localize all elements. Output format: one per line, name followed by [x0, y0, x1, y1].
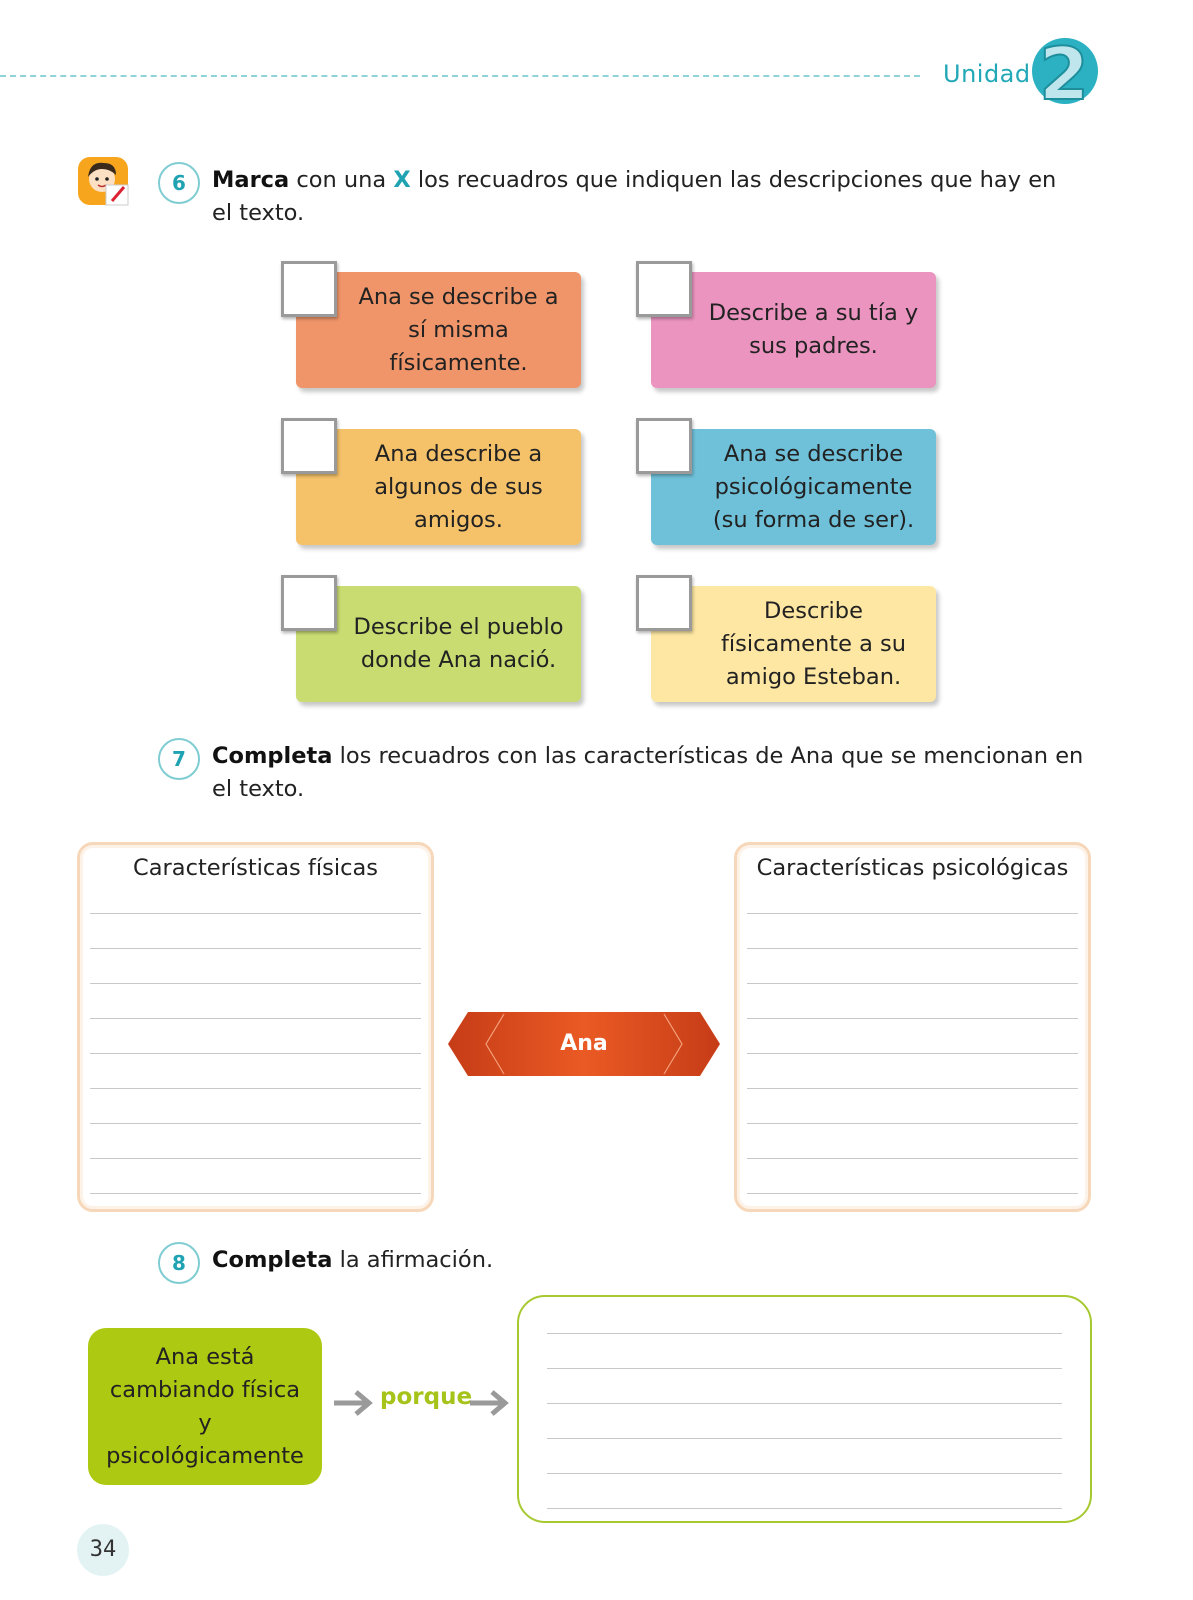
option-text: Describe el pueblo donde Ana nació. [353, 614, 564, 673]
writing-line[interactable] [90, 913, 421, 914]
arrow-right-icon [468, 1388, 510, 1418]
writing-line[interactable] [90, 1088, 421, 1089]
panel-title: Características físicas [133, 855, 378, 881]
writing-line[interactable] [547, 1333, 1062, 1334]
psychological-traits-panel [734, 842, 1091, 1212]
header-dashed-line [0, 75, 920, 77]
activity-8-instruction [212, 1244, 812, 1277]
option-text: Describe físicamente a su amigo Esteban. [720, 597, 907, 690]
writing-line[interactable] [747, 913, 1078, 914]
writing-line[interactable] [747, 1088, 1078, 1089]
instruction-text: con una [289, 167, 394, 193]
statement-box [88, 1328, 322, 1485]
option-checkbox[interactable] [636, 575, 692, 631]
writing-line[interactable] [90, 1193, 421, 1194]
writing-line[interactable] [90, 948, 421, 949]
writing-line[interactable] [747, 1053, 1078, 1054]
writing-line[interactable] [90, 1158, 421, 1159]
panel-title: Características psicológicas [756, 855, 1069, 881]
writing-line[interactable] [547, 1473, 1062, 1474]
writing-line[interactable] [90, 1053, 421, 1054]
activity-6-number: 6 [158, 162, 200, 204]
option-card [296, 272, 581, 388]
option-card [296, 429, 581, 545]
porque-connector: porque [380, 1384, 473, 1410]
option-card [651, 586, 936, 702]
option-checkbox[interactable] [281, 575, 337, 631]
writing-line[interactable] [547, 1508, 1062, 1509]
instruction-text: los recuadros con las características de Ana que se mencionan en el texto. [212, 743, 1084, 802]
option-text: Ana describe a algunos de sus amigos. [374, 440, 543, 533]
instruction-verb: Completa [212, 743, 333, 769]
option-card [651, 429, 936, 545]
activity-7-number: 7 [158, 738, 200, 780]
activity-7-instruction [212, 740, 1092, 806]
option-checkbox[interactable] [281, 418, 337, 474]
writing-line[interactable] [90, 1018, 421, 1019]
unit-number: 2 [1038, 36, 1090, 106]
writing-line[interactable] [747, 1193, 1078, 1194]
instruction-verb: Marca [212, 167, 290, 193]
writing-line[interactable] [90, 983, 421, 984]
option-card [296, 586, 581, 702]
option-checkbox[interactable] [636, 261, 692, 317]
unit-number-badge [1030, 36, 1100, 106]
statement-text: Ana está cambiando física y psicológicamente [106, 1343, 304, 1469]
instruction-verb: Completa [212, 1247, 333, 1273]
instruction-text: los recuadros que indiquen las descripciones que hay en el texto. [212, 167, 1057, 226]
option-checkbox[interactable] [281, 261, 337, 317]
writing-line[interactable] [547, 1403, 1062, 1404]
writing-line[interactable] [547, 1368, 1062, 1369]
writing-line[interactable] [747, 1123, 1078, 1124]
writing-line[interactable] [747, 1158, 1078, 1159]
option-text: Ana se describe psicológicamente (su forma de ser). [712, 440, 915, 533]
x-mark-symbol: X [393, 167, 411, 193]
page-number: 34 [77, 1524, 129, 1576]
option-text: Ana se describe a sí misma físicamente. [358, 283, 559, 376]
arrow-right-icon [332, 1388, 374, 1418]
writing-line[interactable] [547, 1438, 1062, 1439]
student-writing-icon [76, 155, 134, 209]
writing-line[interactable] [90, 1123, 421, 1124]
activity-8-number: 8 [158, 1242, 200, 1284]
option-card [651, 272, 936, 388]
unit-label: Unidad [943, 60, 1031, 88]
ana-label: Ana [560, 1031, 608, 1056]
option-checkbox[interactable] [636, 418, 692, 474]
writing-line[interactable] [747, 948, 1078, 949]
writing-line[interactable] [747, 983, 1078, 984]
activity-6-instruction [212, 164, 1082, 230]
option-text: Describe a su tía y sus padres. [708, 300, 919, 359]
physical-traits-panel [77, 842, 434, 1212]
instruction-text: la afirmación. [332, 1247, 494, 1273]
answer-box [517, 1295, 1092, 1523]
writing-line[interactable] [747, 1018, 1078, 1019]
